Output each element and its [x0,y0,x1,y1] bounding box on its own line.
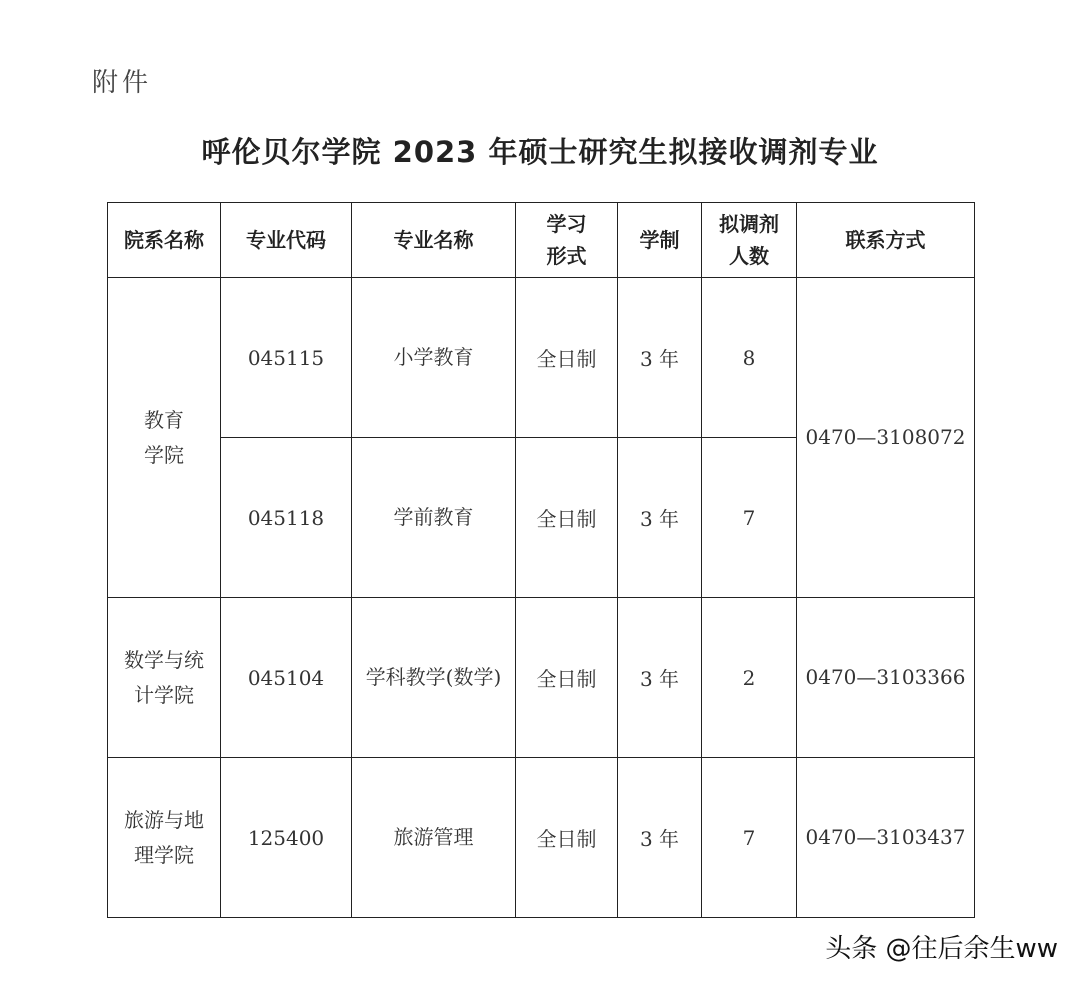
attachment-label: 附件 [92,68,153,98]
dept-cell [108,758,221,918]
header-quota-line2: 人数 [729,244,769,268]
quota-cell: 7 [702,438,797,598]
dept-line2: 计学院 [134,682,194,707]
duration-cell: 3 年 [618,438,702,598]
header-mode-line2: 形式 [546,244,587,268]
duration-cell: 3 年 [618,598,702,758]
code-cell: 045118 [221,438,352,598]
contact-cell: 0470—3103437 [797,758,975,918]
header-major: 专业名称 [352,203,516,278]
major-cell: 学前教育 [352,438,516,598]
table-row [108,758,975,918]
header-quota-line1: 拟调剂 [719,212,779,236]
header-code: 专业代码 [221,203,352,278]
duration-cell: 3 年 [618,278,702,438]
code-cell: 125400 [221,758,352,918]
duration-cell: 3 年 [618,758,702,918]
header-quota [702,203,797,278]
dept-line1: 旅游与地 [124,807,204,832]
header-duration: 学制 [618,203,702,278]
dept-line2: 理学院 [134,842,194,867]
dept-line2: 学院 [144,442,184,467]
major-cell: 小学教育 [352,278,516,438]
header-dept: 院系名称 [108,203,221,278]
code-cell: 045104 [221,598,352,758]
dept-line1: 数学与统 [124,647,204,672]
header-contact: 联系方式 [797,203,975,278]
table-row [108,278,975,438]
watermark: 头条 @往后余生ww [825,934,1058,964]
dept-cell [108,598,221,758]
major-cell: 学科教学(数学) [352,598,516,758]
header-mode-line1: 学习 [546,212,587,236]
quota-cell: 7 [702,758,797,918]
contact-cell: 0470—3108072 [797,278,975,598]
header-mode [516,203,618,278]
table-row [108,598,975,758]
quota-cell: 2 [702,598,797,758]
dept-line1: 教育 [144,407,184,432]
majors-table [107,202,975,918]
document-title: 呼伦贝尔学院 2023 年硕士研究生拟接收调剂专业 [201,135,879,169]
table-header-row [108,203,975,278]
contact-cell: 0470—3103366 [797,598,975,758]
mode-cell: 全日制 [516,598,618,758]
major-cell: 旅游管理 [352,758,516,918]
dept-cell [108,278,221,598]
code-cell: 045115 [221,278,352,438]
mode-cell: 全日制 [516,278,618,438]
mode-cell: 全日制 [516,758,618,918]
mode-cell: 全日制 [516,438,618,598]
quota-cell: 8 [702,278,797,438]
